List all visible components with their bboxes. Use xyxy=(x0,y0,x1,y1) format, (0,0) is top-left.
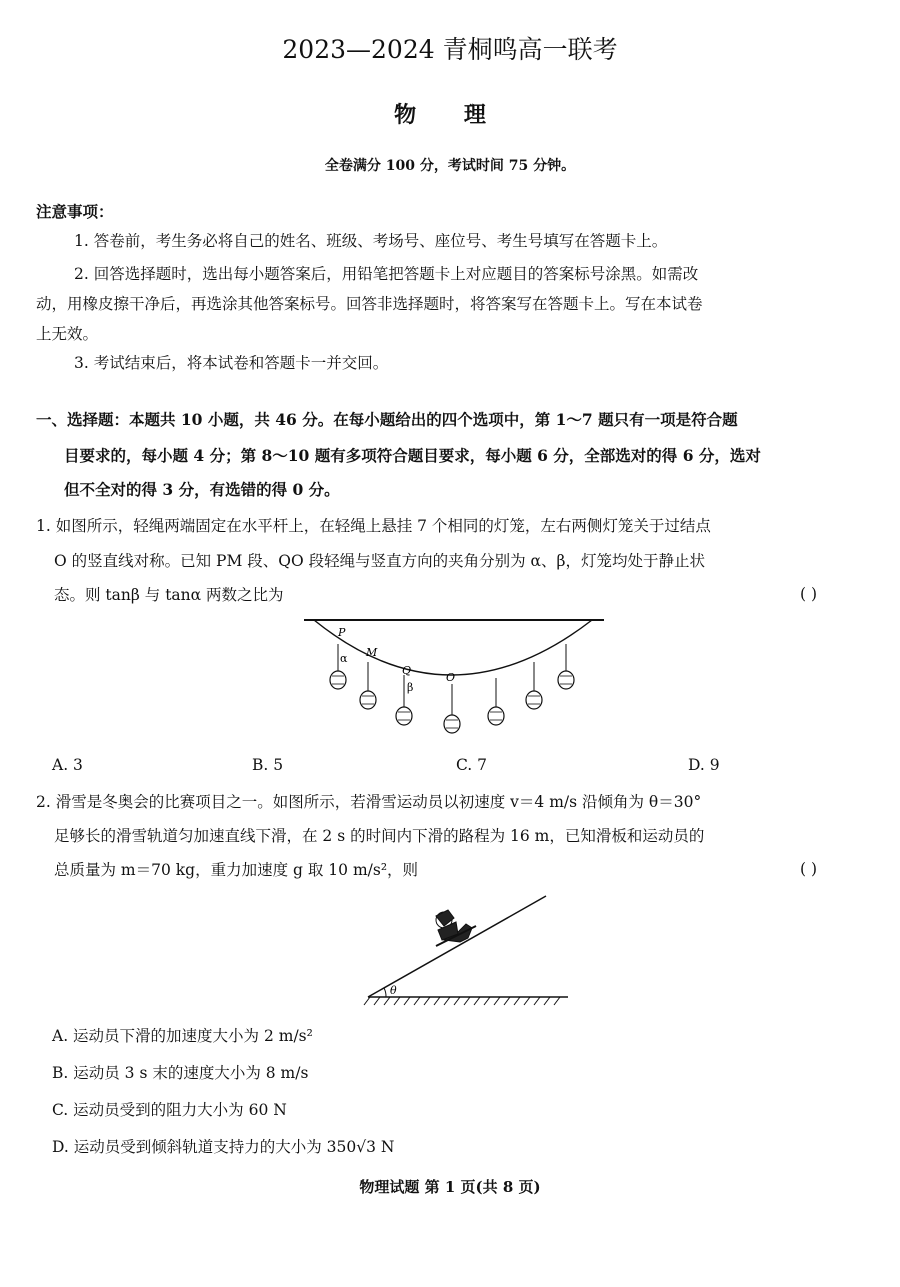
notice-line: 1. 答卷前，考生务必将自己的姓名、班级、考场号、座位号、考生号填写在答题卡上。 xyxy=(74,232,668,250)
question-text: 态。则 tanβ 与 tanα 两数之比为 xyxy=(54,586,284,604)
option-c: C. 运动员受到的阻力大小为 60 N xyxy=(52,1101,287,1119)
lantern xyxy=(396,707,412,725)
label-theta: θ xyxy=(390,984,397,997)
lantern xyxy=(330,671,346,689)
lantern xyxy=(488,707,504,725)
lantern xyxy=(360,691,376,709)
question-text: 2. 滑雪是冬奥会的比赛项目之一。如图所示，若滑雪运动员以初速度 v＝4 m/s 沿倾角为 θ＝30° xyxy=(36,793,702,811)
question-text: 1. 如图所示，轻绳两端固定在水平杆上，在轻绳上悬挂 7 个相同的灯笼，左右两侧灯笼关于过结点 xyxy=(36,517,711,535)
label-beta: β xyxy=(407,681,414,694)
notice-line: 2. 回答选择题时，选出每小题答案后，用铅笔把答题卡上对应题目的答案标号涂黑。如需改 xyxy=(74,265,699,283)
label-o: O xyxy=(446,671,456,684)
answer-paren: ( ) xyxy=(800,585,818,603)
answer-paren: ( ) xyxy=(800,860,818,878)
label-q: Q xyxy=(402,664,412,677)
question-text: 足够长的滑雪轨道匀加速直线下滑，在 2 s 的时间内下滑的路程为 16 m，已知滑板和运动员的 xyxy=(54,827,705,845)
question-text: O 的竖直线对称。已知 PM 段、QO 段轻绳与竖直方向的夹角分别为 α、β，灯笼均处于静止状 xyxy=(54,552,705,570)
skier-icon xyxy=(436,910,476,946)
label-p: P xyxy=(338,626,346,639)
label-alpha: α xyxy=(340,652,348,665)
lantern xyxy=(444,715,460,733)
notice-line: 动，用橡皮擦干净后，再选涂其他答案标号。回答非选择题时，将答案写在答题卡上。写在本试卷 xyxy=(36,295,703,313)
section-intro: 一、选择题：本题共 10 小题，共 46 分。在每小题给出的四个选项中，第 1～7 题只有一项是符合题 xyxy=(36,410,738,429)
option-b: B. 运动员 3 s 末的速度大小为 8 m/s xyxy=(52,1064,309,1082)
ski-slope-figure xyxy=(340,890,580,1015)
lantern xyxy=(558,671,574,689)
section-intro: 目要求的，每小题 4 分；第 8～10 题有多项符合题目要求，每小题 6 分，全部选对的得 6 分，选对 xyxy=(64,446,761,465)
notice-heading: 注意事项： xyxy=(36,202,114,221)
option-a: A. 运动员下滑的加速度大小为 2 m/s² xyxy=(52,1027,313,1045)
question-text: 总质量为 m＝70 kg，重力加速度 g 取 10 m/s²，则 xyxy=(54,861,419,879)
notice-line: 上无效。 xyxy=(36,325,99,343)
option-c: C. 7 xyxy=(456,756,488,774)
label-m: M xyxy=(366,646,378,659)
option-d: D. 运动员受到倾斜轨道支持力的大小为 350√3 N xyxy=(52,1138,395,1156)
exam-header: 2023—2024 青桐鸣高一联考 xyxy=(282,35,618,64)
page-footer: 物理试题 第 1 页(共 8 页) xyxy=(359,1178,541,1196)
section-intro: 但不全对的得 3 分，有选错的得 0 分。 xyxy=(64,480,340,499)
option-b: B. 5 xyxy=(252,756,284,774)
subject-title: 物 理 xyxy=(394,102,506,128)
option-a: A. 3 xyxy=(52,756,83,774)
score-info: 全卷满分 100 分，考试时间 75 分钟。 xyxy=(324,158,576,174)
option-d: D. 9 xyxy=(688,756,720,774)
notice-line: 3. 考试结束后，将本试卷和答题卡一并交回。 xyxy=(74,354,389,372)
lantern-figure xyxy=(300,612,610,744)
lantern xyxy=(526,691,542,709)
